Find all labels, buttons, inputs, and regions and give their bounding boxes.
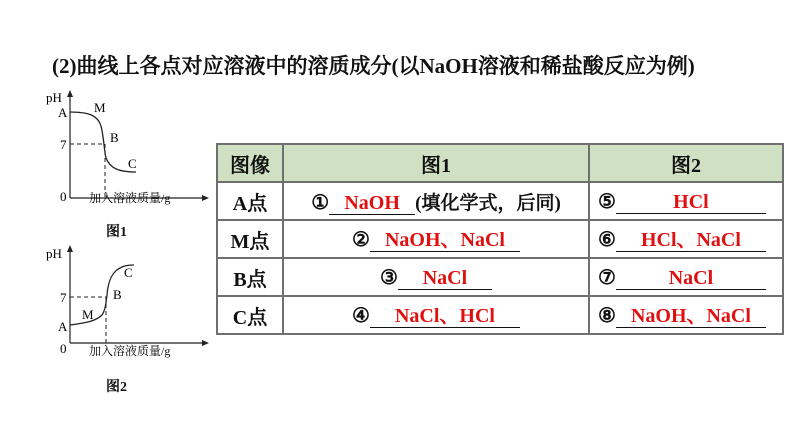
blank-number: ⑧ — [598, 304, 616, 327]
answer-blank: NaCl、HCl — [370, 305, 520, 328]
ph7-tick: 7 — [60, 290, 67, 305]
table-row — [217, 220, 783, 258]
header-cell: 图2 — [589, 144, 783, 182]
point-m: M — [82, 307, 94, 322]
header-cell: 图像 — [217, 144, 283, 182]
table-row — [217, 182, 783, 220]
solute-table — [216, 143, 784, 335]
origin: 0 — [60, 189, 67, 204]
blank-number: ③ — [380, 266, 398, 289]
table-row — [217, 258, 783, 296]
fig2-cell — [589, 258, 783, 296]
point-c: C — [124, 265, 133, 280]
row-label: B点 — [217, 258, 283, 296]
fig1-cell — [283, 258, 589, 296]
fig1-cell — [283, 296, 589, 334]
x-axis-label: 加入溶液质量/g — [89, 344, 171, 358]
x-axis-arrow — [202, 195, 209, 201]
y-axis-arrow — [67, 245, 73, 252]
x-axis-label: 加入溶液质量/g — [89, 191, 171, 205]
point-m: M — [94, 100, 106, 115]
y-axis-arrow — [67, 90, 73, 97]
answer-blank: HCl、NaCl — [616, 229, 766, 252]
table-header-row — [217, 144, 783, 182]
row-label: C点 — [217, 296, 283, 334]
blank-number: ① — [311, 191, 330, 214]
instruction-note: (填化学式，后同) — [415, 192, 561, 214]
blank-number: ⑤ — [598, 190, 616, 213]
row-label: M点 — [217, 220, 283, 258]
point-b: B — [113, 287, 122, 302]
point-b: B — [110, 130, 119, 145]
answer-blank: NaOH、NaCl — [616, 305, 766, 328]
answer-blank: NaOH — [329, 192, 415, 215]
blank-number: ② — [352, 228, 370, 251]
blank-number: ④ — [352, 304, 370, 327]
answer-blank: HCl — [616, 191, 766, 214]
blank-number: ⑥ — [598, 228, 616, 251]
point-a: A — [58, 105, 68, 120]
point-c: C — [128, 156, 137, 171]
header-cell: 图1 — [283, 144, 589, 182]
graph-2-caption: 图2 — [106, 380, 127, 395]
fig2-cell — [589, 182, 783, 220]
fig1-cell — [283, 220, 589, 258]
row-label: A点 — [217, 182, 283, 220]
origin: 0 — [60, 341, 67, 356]
section-title: (2)曲线上各点对应溶液中的溶质成分(以NaOH溶液和稀盐酸反应为例) — [52, 54, 695, 78]
ph-curve — [70, 112, 136, 172]
answer-blank: NaOH、NaCl — [370, 229, 520, 252]
fig2-cell — [589, 296, 783, 334]
graph-2 — [0, 243, 215, 363]
fig2-cell — [589, 220, 783, 258]
table-row — [217, 296, 783, 334]
answer-blank: NaCl — [398, 267, 492, 290]
ph7-tick: 7 — [60, 137, 67, 152]
point-a: A — [58, 319, 68, 334]
x-axis-arrow — [202, 340, 209, 346]
graph-1-caption: 图1 — [106, 225, 127, 240]
ph-label: pH — [46, 246, 62, 261]
graph-1 — [0, 88, 215, 208]
blank-number: ⑦ — [598, 266, 616, 289]
answer-blank: NaCl — [616, 267, 766, 290]
ph-label: pH — [46, 90, 62, 105]
fig1-cell — [283, 182, 589, 220]
